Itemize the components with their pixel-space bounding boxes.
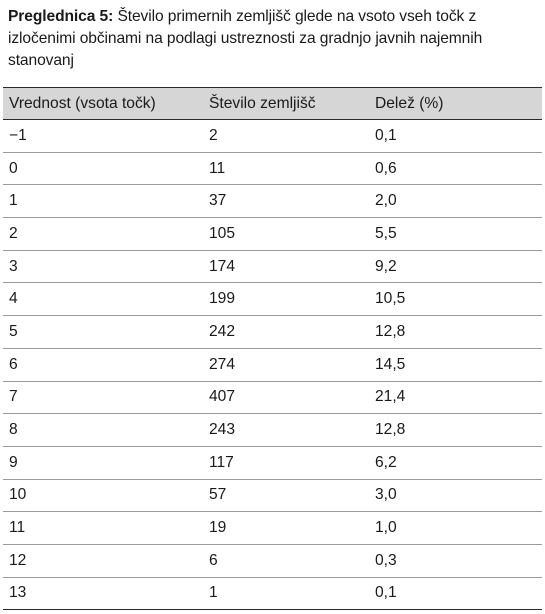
cell-share: 5,5	[367, 218, 542, 251]
table-row	[3, 381, 542, 414]
data-table	[3, 87, 542, 610]
cell-value: 8	[3, 414, 202, 447]
cell-share: 6,2	[367, 446, 542, 479]
table-row	[3, 348, 542, 381]
cell-count: 1	[202, 577, 367, 610]
cell-value: 5	[3, 316, 202, 349]
cell-value: −1	[3, 120, 202, 153]
cell-count: 243	[202, 414, 367, 447]
table-row	[3, 446, 542, 479]
cell-share: 9,2	[367, 250, 542, 283]
table-row	[3, 120, 542, 153]
cell-value: 0	[3, 152, 202, 185]
cell-count: 57	[202, 479, 367, 512]
cell-count: 11	[202, 152, 367, 185]
cell-share: 21,4	[367, 381, 542, 414]
header-value: Vrednost (vsota točk)	[3, 88, 202, 120]
table-row	[3, 414, 542, 447]
table-row	[3, 577, 542, 610]
cell-value: 11	[3, 512, 202, 545]
cell-value: 7	[3, 381, 202, 414]
caption-label: Preglednica 5:	[8, 8, 114, 25]
header-count: Število zemljišč	[202, 88, 367, 120]
cell-count: 274	[202, 348, 367, 381]
caption-text: Število primernih zemljišč glede na vsoto vseh točk z izločenimi občinami na podlagi ustreznosti za gradnjo javnih najemnih stanovanj	[8, 8, 483, 69]
cell-share: 3,0	[367, 479, 542, 512]
table-row	[3, 152, 542, 185]
cell-share: 2,0	[367, 185, 542, 218]
table-body	[3, 120, 542, 610]
cell-value: 9	[3, 446, 202, 479]
table-row	[3, 512, 542, 545]
cell-value: 13	[3, 577, 202, 610]
cell-count: 105	[202, 218, 367, 251]
cell-count: 199	[202, 283, 367, 316]
table-row	[3, 185, 542, 218]
table-row	[3, 479, 542, 512]
cell-count: 242	[202, 316, 367, 349]
cell-count: 407	[202, 381, 367, 414]
cell-count: 6	[202, 544, 367, 577]
cell-value: 6	[3, 348, 202, 381]
cell-count: 19	[202, 512, 367, 545]
cell-value: 1	[3, 185, 202, 218]
header-row	[3, 88, 542, 120]
table-row	[3, 316, 542, 349]
table-row	[3, 544, 542, 577]
cell-share: 0,3	[367, 544, 542, 577]
table-header	[3, 88, 542, 120]
cell-value: 12	[3, 544, 202, 577]
cell-share: 0,6	[367, 152, 542, 185]
table-caption	[8, 6, 538, 72]
cell-share: 10,5	[367, 283, 542, 316]
cell-share: 12,8	[367, 414, 542, 447]
cell-share: 0,1	[367, 577, 542, 610]
header-share: Delež (%)	[367, 88, 542, 120]
table-row	[3, 283, 542, 316]
cell-count: 37	[202, 185, 367, 218]
cell-count: 117	[202, 446, 367, 479]
cell-value: 3	[3, 250, 202, 283]
cell-count: 2	[202, 120, 367, 153]
cell-share: 14,5	[367, 348, 542, 381]
cell-share: 1,0	[367, 512, 542, 545]
cell-value: 4	[3, 283, 202, 316]
cell-value: 2	[3, 218, 202, 251]
cell-share: 0,1	[367, 120, 542, 153]
table-row	[3, 218, 542, 251]
table-row	[3, 250, 542, 283]
cell-value: 10	[3, 479, 202, 512]
cell-share: 12,8	[367, 316, 542, 349]
cell-count: 174	[202, 250, 367, 283]
